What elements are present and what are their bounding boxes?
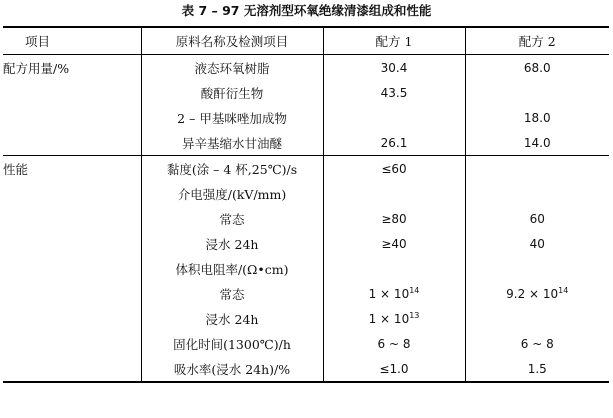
formula-1-value: ≤1.0	[323, 356, 465, 382]
row-item: 异辛基缩水甘油醚	[141, 130, 323, 156]
value-exponent: 14	[409, 285, 420, 295]
formula-1-value: 26.1	[323, 130, 465, 156]
table-row	[3, 231, 609, 256]
header-item: 项目	[3, 27, 141, 55]
table-row	[3, 356, 609, 382]
table-row	[3, 331, 609, 356]
value-base: 1 × 10	[368, 286, 410, 301]
row-item: 黏度(涂 – 4 杯,25℃)/s	[141, 156, 323, 182]
formula-2-value	[465, 80, 609, 105]
formula-2-value: 18.0	[465, 105, 609, 130]
formula-2-value: 60	[465, 206, 609, 231]
row-item: 浸水 24h	[141, 306, 323, 331]
formula-1-value	[323, 256, 465, 281]
formula-2-value	[465, 306, 609, 331]
table-row	[3, 55, 609, 81]
formula-2-value: 40	[465, 231, 609, 256]
formula-2-value	[465, 281, 609, 306]
row-item: 吸水率(浸水 24h)/%	[141, 356, 323, 382]
formula-1-value: ≥40	[323, 231, 465, 256]
header-material: 原料名称及检测项目	[141, 27, 323, 55]
header-row	[3, 27, 609, 55]
table-row	[3, 306, 609, 331]
row-item: 常态	[141, 281, 323, 306]
section-label: 配方用量/%	[3, 55, 141, 81]
table-row	[3, 206, 609, 231]
formula-2-value	[465, 181, 609, 206]
formula-2-value: 14.0	[465, 130, 609, 156]
table-row	[3, 105, 609, 130]
value-base: 9.2 × 10	[506, 286, 559, 301]
table-caption: 表 7 – 97 无溶剂型环氧绝缘清漆组成和性能	[181, 3, 432, 18]
table-row	[3, 130, 609, 156]
row-item: 体积电阻率/(Ω•cm)	[141, 256, 323, 281]
table-row	[3, 256, 609, 281]
formula-1-value	[323, 306, 465, 331]
section-label: 性能	[3, 156, 141, 182]
formula-2-value	[465, 256, 609, 281]
header-formula-1: 配方 1	[323, 27, 465, 55]
row-item: 2 – 甲基咪唑加成物	[141, 105, 323, 130]
formula-1-value: 6 ~ 8	[323, 331, 465, 356]
row-item: 常态	[141, 206, 323, 231]
table-row	[3, 80, 609, 105]
table-row	[3, 156, 609, 182]
formula-2-value	[465, 156, 609, 182]
formula-1-value: 43.5	[323, 80, 465, 105]
row-item: 酸酐衍生物	[141, 80, 323, 105]
value-base: 1 × 10	[368, 311, 410, 326]
formulation-table	[3, 26, 609, 383]
row-item: 固化时间(1300℃)/h	[141, 331, 323, 356]
formula-1-value: ≥80	[323, 206, 465, 231]
formula-2-value: 6 ~ 8	[465, 331, 609, 356]
table-row	[3, 281, 609, 306]
header-formula-2: 配方 2	[465, 27, 609, 55]
formula-1-value	[323, 181, 465, 206]
row-item: 介电强度/(kV/mm)	[141, 181, 323, 206]
formula-1-value: 30.4	[323, 55, 465, 81]
table-row	[3, 181, 609, 206]
formula-1-value: ≤60	[323, 156, 465, 182]
value-exponent: 13	[409, 310, 420, 320]
row-item: 液态环氧树脂	[141, 55, 323, 81]
value-exponent: 14	[558, 285, 569, 295]
formula-2-value: 68.0	[465, 55, 609, 81]
formula-2-value: 1.5	[465, 356, 609, 382]
formula-1-value	[323, 281, 465, 306]
row-item: 浸水 24h	[141, 231, 323, 256]
formula-1-value	[323, 105, 465, 130]
